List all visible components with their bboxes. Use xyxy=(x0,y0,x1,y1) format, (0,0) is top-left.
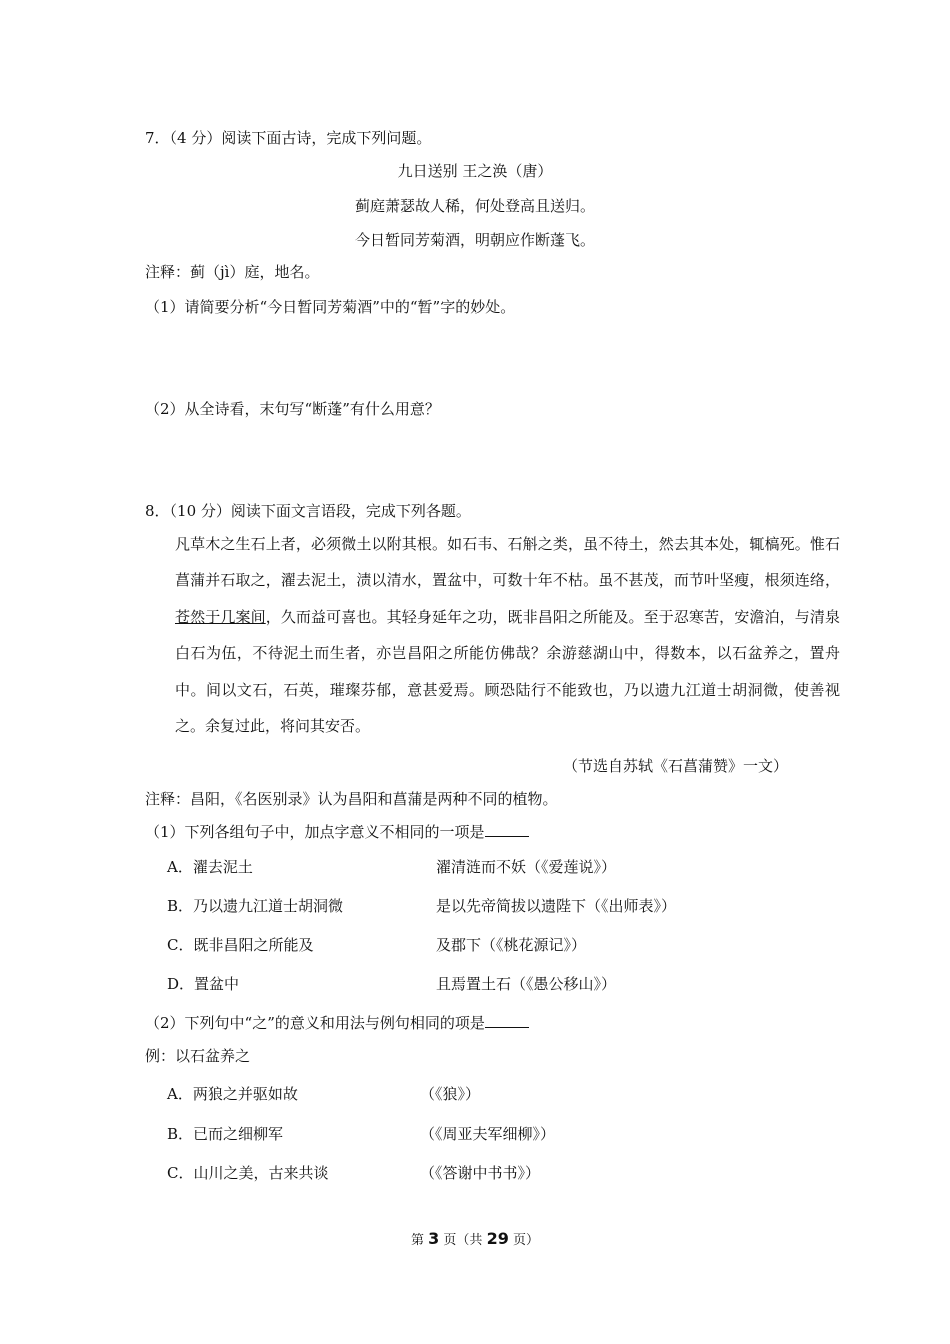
page-number: 3 xyxy=(428,1229,440,1248)
footer-prefix: 第 xyxy=(410,1233,424,1248)
poem-line-1: 蓟庭萧瑟故人稀，何处登高且送归。 xyxy=(354,197,595,215)
q7-header: 7．（4 分）阅读下面古诗，完成下列问题。 xyxy=(145,129,432,147)
sub1-option-c-left: C．既非昌阳之所能及 xyxy=(167,936,314,954)
q7-sub1: （1）请简要分析“今日暂同芳菊酒”中的“暂”字的妙处。 xyxy=(145,298,516,316)
q8-sub2 xyxy=(145,1013,529,1033)
poem-line-2: 今日暂同芳菊酒，明朝应作断蓬飞。 xyxy=(354,231,595,249)
q8-example: 例：以石盆养之 xyxy=(145,1047,251,1065)
sub1-option-c-right: 及郡下（《桃花源记》） xyxy=(436,936,587,954)
q8-sub2-text: （2）下列句中“之”的意义和用法与例句相同的项是 xyxy=(145,1014,485,1032)
passage-part-1: 凡草木之生石上者，必须微土以附其根。如石韦、石斛之类，虽不待土，然去其本处，辄槁死。惟石菖蒲并石取之，濯去泥土，渍以清水，置盆中，可数十年不枯。虽不甚茂，而节叶坚瘦，根须连络， xyxy=(175,535,840,590)
sub2-option-a-right: （《狼》） xyxy=(420,1085,481,1103)
q8-note: 注释：昌阳，《名医别录》认为昌阳和菖蒲是两种不同的植物。 xyxy=(145,790,558,808)
sub1-option-b-left: B．乃以遗九江道士胡洞微 xyxy=(167,897,344,915)
sub2-option-a-left: A．两狼之并驱如故 xyxy=(167,1085,298,1103)
sub2-option-b-left: B．已而之细柳军 xyxy=(167,1125,284,1143)
sub1-option-d-left: D．置盆中 xyxy=(167,975,240,993)
page-total: 29 xyxy=(486,1229,509,1248)
passage-part-2: ，久而益可喜也。其轻身延年之功，既非昌阳之所能及。至于忍寒苦，安澹泊，与清泉白石为伍，不待泥土而生者，亦岂昌阳之所能仿佛哉？余游慈湖山中，得数本，以石盆养之，置舟中。间以文石，石英，璀璨芬郁，意甚爱焉。顾恐陆行不能致也，乃以遗九江道士胡洞微，使善视之。余复过此，将问其安否。 xyxy=(175,607,840,736)
q7-sub2: （2）从全诗看，末句写“断蓬”有什么用意？ xyxy=(145,400,440,418)
answer-blank[interactable] xyxy=(485,822,529,837)
sub2-option-c-right: （《答谢中书书》） xyxy=(420,1164,541,1182)
footer-suffix: 页） xyxy=(512,1233,539,1248)
q8-sub1-text: （1）下列各组句子中，加点字意义不相同的一项是 xyxy=(145,823,485,841)
q8-passage xyxy=(145,526,840,744)
q8-header: 8．（10 分）阅读下面文言语段，完成下列各题。 xyxy=(145,502,471,520)
poem-title: 九日送别 王之涣（唐） xyxy=(397,162,553,180)
sub1-option-b-right: 是以先帝简拔以遗陛下（《出师表》） xyxy=(436,897,677,915)
page-footer xyxy=(0,1230,950,1250)
q7-note: 注释：蓟（jì）庭，地名。 xyxy=(145,263,320,281)
q8-sub1 xyxy=(145,822,529,842)
sub1-option-a-right: 濯清涟而不妖（《爱莲说》） xyxy=(436,858,617,876)
answer-blank[interactable] xyxy=(485,1013,529,1028)
sub2-option-c-left: C．山川之美，古来共谈 xyxy=(167,1164,329,1182)
sub1-option-d-right: 且焉置土石（《愚公移山》） xyxy=(436,975,617,993)
footer-mid: 页（共 xyxy=(443,1233,483,1248)
sub2-option-b-right: （《周亚夫军细柳》） xyxy=(420,1125,556,1143)
sub1-option-a-left: A．濯去泥土 xyxy=(167,858,253,876)
q8-source: （节选自苏轼《石菖蒲赞》一文） xyxy=(563,757,789,775)
passage-underlined: 苍然于几案间 xyxy=(175,607,266,626)
